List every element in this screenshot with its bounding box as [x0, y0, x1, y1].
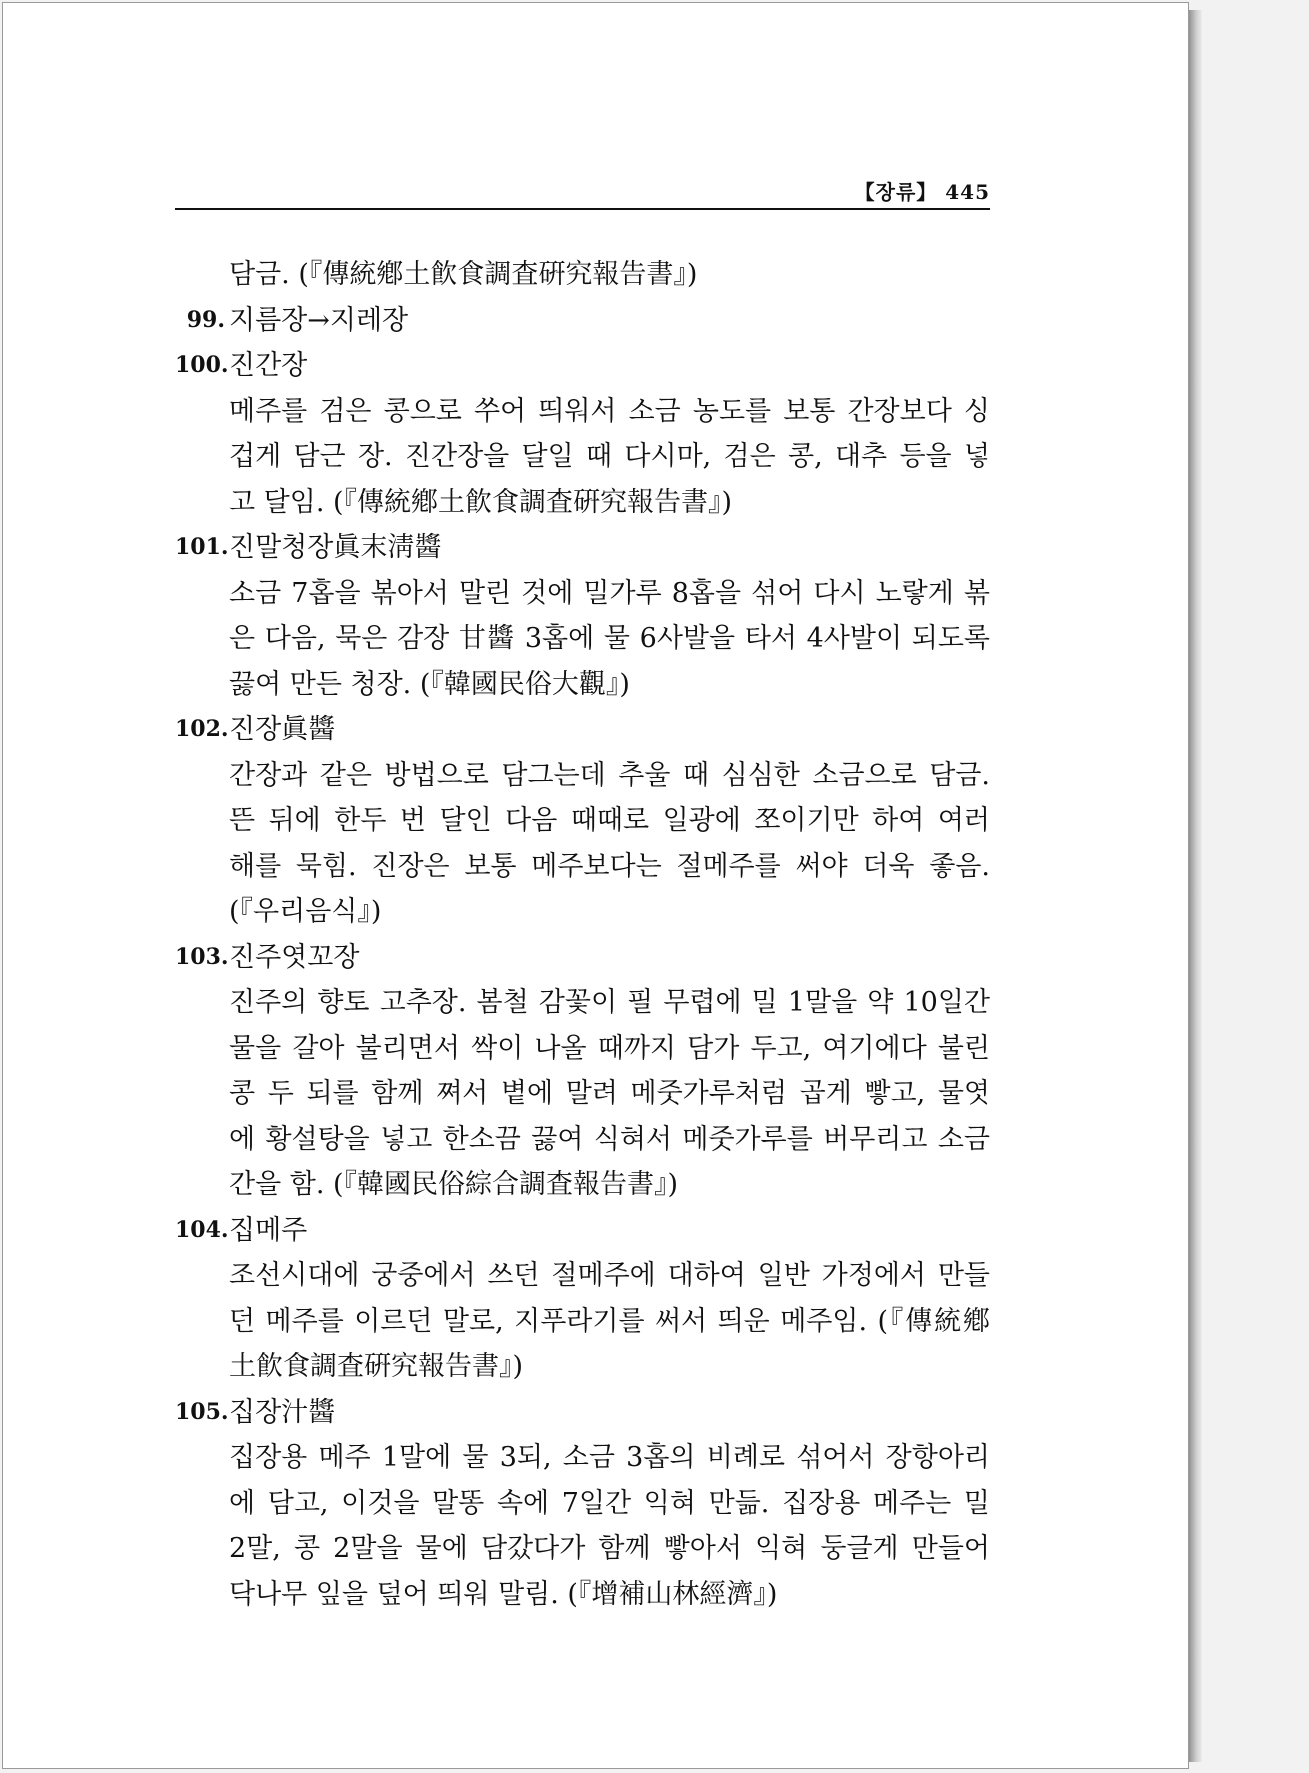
entry-body-line: 간을 함. (『韓國民俗綜合調査報告書』) — [229, 1169, 679, 1200]
entry-number: 99. — [186, 306, 225, 333]
entry-heading — [175, 707, 990, 753]
entry-body-line: 소금 7홉을 볶아서 말린 것에 밀가루 8홉을 섞어 다시 노랗게 볶 — [229, 577, 990, 609]
entry-heading — [175, 935, 990, 981]
entry-body-line: 은 다음, 묵은 감장 甘醬 3홉에 물 6사발을 타서 4사발이 되도록 — [229, 623, 990, 654]
entry-body-line: 담금. (『傳統鄕土飮食調査硏究報告書』) — [229, 259, 698, 290]
entry-body-line: 土飮食調査硏究報告書』) — [229, 1351, 524, 1382]
page-edge-shadow — [1188, 10, 1202, 1762]
entry-number: 104. — [175, 1216, 229, 1243]
dictionary-entries — [175, 252, 990, 1617]
entry-term: 지름장→지레장 — [229, 304, 409, 336]
entry-body-line: 메주를 검은 콩으로 쑤어 띄워서 소금 농도를 보통 간장보다 싱 — [229, 395, 990, 427]
entry-body-line: 해를 묵힘. 진장은 보통 메주보다는 절메주를 써야 더욱 좋음. — [229, 850, 990, 882]
entry-body-line: (『우리음식』) — [229, 896, 382, 927]
entry-body-line: 에 황설탕을 넣고 한소끔 끓여 식혀서 메줏가루를 버무리고 소금 — [229, 1123, 990, 1155]
entry-body-line: 닥나무 잎을 덮어 띄워 말림. (『增補山林經濟』) — [229, 1578, 778, 1610]
entry-number: 105. — [175, 1398, 229, 1425]
entry-term: 집장汁醬 — [229, 1396, 336, 1428]
entry-number: 102. — [175, 716, 229, 742]
entry-heading — [175, 1390, 990, 1436]
entry-body-line: 콩 두 되를 함께 쪄서 볕에 말려 메줏가루처럼 곱게 빻고, 물엿 — [229, 1078, 990, 1109]
entry-term: 진장眞醬 — [229, 714, 336, 745]
running-header — [175, 176, 990, 212]
entry-body-line: 던 메주를 이르던 말로, 지푸라기를 써서 띄운 메주임. (『傳統鄕 — [229, 1305, 990, 1337]
header-rule — [175, 208, 990, 210]
entry-term: 진간장 — [229, 350, 308, 381]
entry-body-line: 에 담고, 이것을 말똥 속에 7일간 익혀 만듦. 집장용 메주는 밀 — [229, 1487, 990, 1519]
entry-body-line: 겁게 담근 장. 진간장을 달일 때 다시마, 검은 콩, 대추 등을 넣 — [229, 441, 990, 472]
entry-body-line: 뜬 뒤에 한두 번 달인 다음 때때로 일광에 쪼이기만 하여 여러 — [229, 805, 990, 836]
entry-body-line: 집장용 메주 1말에 물 3되, 소금 3홉의 비례로 섞어서 장항아리 — [229, 1442, 990, 1473]
entry-term: 진말청장眞末淸醬 — [229, 532, 442, 563]
entry-body-line: 물을 갈아 불리면서 싹이 나올 때까지 담가 두고, 여기에다 불린 — [229, 1032, 990, 1064]
entry-number: 103. — [175, 943, 229, 970]
entry-heading — [175, 343, 990, 389]
entry-body-line: 진주의 향토 고추장. 봄철 감꽃이 필 무렵에 밀 1말을 약 10일간 — [229, 987, 990, 1018]
entry-term: 집메주 — [229, 1214, 308, 1246]
entry-body-line: 간장과 같은 방법으로 담그는데 추울 때 심심한 소금으로 담금. — [229, 759, 990, 791]
entry-heading — [175, 1208, 990, 1254]
entry-term: 진주엿꼬장 — [229, 941, 360, 973]
entry-heading — [175, 298, 990, 344]
header-section-and-page-number: 【장류】 445 — [854, 180, 990, 204]
entry-body-line: 끓여 만든 청장. (『韓國民俗大觀』) — [229, 668, 630, 700]
entry-body-line: 고 달임. (『傳統鄕土飮食調査硏究報告書』) — [229, 486, 733, 518]
entry-number: 100. — [175, 352, 229, 378]
entry-number: 101. — [175, 534, 229, 560]
entry-body-line: 조선시대에 궁중에서 쓰던 절메주에 대하여 일반 가정에서 만들 — [229, 1260, 990, 1291]
entry-heading — [175, 525, 990, 571]
entry-body-line: 2말, 콩 2말을 물에 담갔다가 함께 빻아서 익혀 둥글게 만들어 — [229, 1533, 990, 1564]
